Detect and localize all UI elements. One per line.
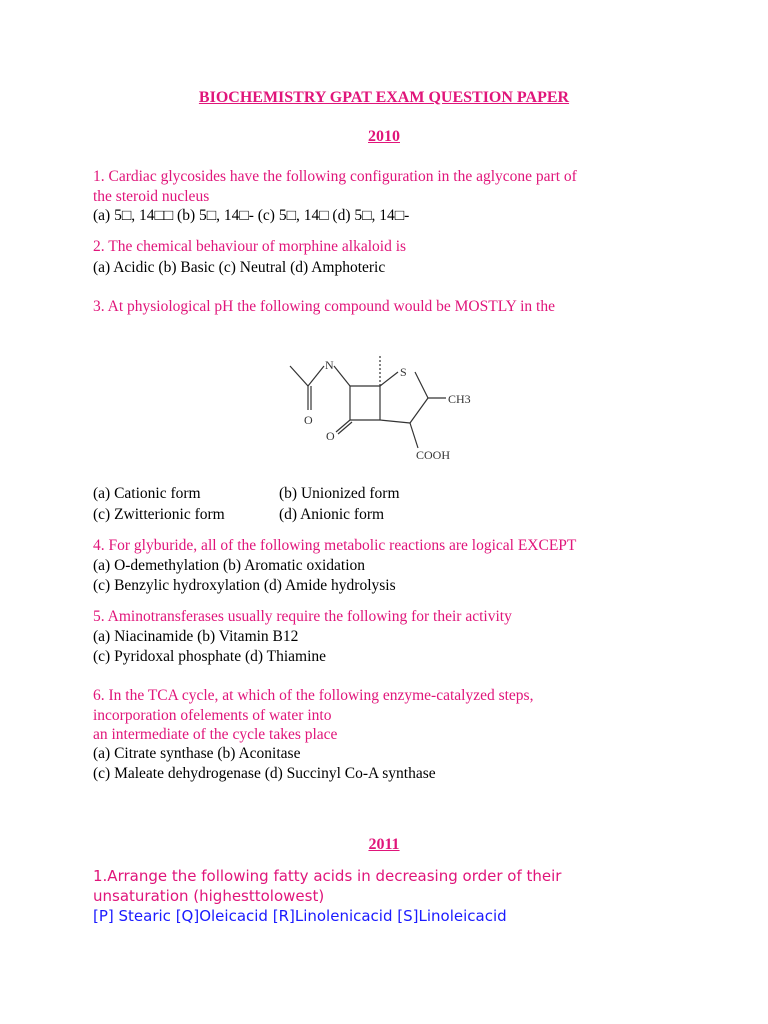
option-line: (a) Niacinamide (b) Vitamin B12	[93, 628, 299, 645]
option-line: (a) Citrate synthase (b) Aconitase	[93, 745, 301, 762]
question-text-line: the steroid nucleus	[93, 187, 210, 205]
question-4-2010: 4. For glyburide, all of the following metabolic reactions are logical EXCEPT	[93, 537, 577, 554]
option-line: (c) Benzylic hydroxylation (d) Amide hydrolysis	[93, 577, 396, 594]
option-line: (c) Pyridoxal phosphate (d) Thiamine	[93, 648, 327, 665]
question-5-options	[93, 627, 693, 667]
question-text-line: 1.Arrange the following fatty acids in decreasing order of their	[93, 867, 562, 885]
option-line: (a) O-demethylation (b) Aromatic oxidation	[93, 557, 366, 574]
question-text-line: unsaturation (highesttolowest)	[93, 887, 325, 905]
penicillin-structure-diagram	[270, 338, 490, 468]
question-3-2010: 3. At physiological pH the following compound would be MOSTLY in the	[93, 298, 555, 315]
question-3-option-a: (a) Cationic form	[93, 485, 201, 502]
structure-label-methyl: CH3	[448, 392, 471, 406]
structure-label-s: S	[400, 365, 407, 379]
question-3-option-d: (d) Anionic form	[279, 506, 385, 523]
question-3-option-b: (b) Unionized form	[279, 485, 400, 502]
question-2-2010: 2. The chemical behaviour of morphine alkaloid is	[93, 238, 407, 255]
question-1-2010	[93, 167, 693, 206]
question-text-line: 1. Cardiac glycosides have the following configuration in the aglycone part of	[93, 168, 577, 185]
question-2-options: (a) Acidic (b) Basic (c) Neutral (d) Amphoteric	[93, 259, 386, 276]
question-text-line: incorporation ofelements of water into	[93, 706, 332, 724]
question-text-line: 6. In the TCA cycle, at which of the following enzyme-catalyzed steps,	[93, 687, 534, 704]
question-text-line: an intermediate of the cycle takes place	[93, 726, 338, 743]
question-3-option-c: (c) Zwitterionic form	[93, 506, 225, 523]
structure-label-o: O	[304, 413, 313, 427]
question-6-options	[93, 744, 693, 784]
year-2011-heading: 2011	[368, 836, 400, 853]
structure-label-o: O	[326, 429, 335, 443]
question-1-2011-options: [P] Stearic [Q]Oleicacid [R]Linolenicacid [S]Linoleicacid	[93, 907, 507, 925]
question-5-2010: 5. Aminotransferases usually require the following for their activity	[93, 608, 512, 625]
structure-label-n: N	[325, 358, 334, 372]
structure-label-carboxyl: COOH	[416, 448, 451, 462]
question-4-options	[93, 556, 693, 596]
question-6-2010	[93, 686, 693, 745]
option-line: (c) Maleate dehydrogenase (d) Succinyl Co-A synthase	[93, 765, 436, 782]
year-2010-heading: 2010	[368, 128, 400, 145]
question-1-2011	[93, 866, 693, 906]
question-1-options: (a) 5□, 14□□ (b) 5□, 14□- (c) 5□, 14□ (d) 5□, 14□-	[93, 207, 410, 224]
paper-title: BIOCHEMISTRY GPAT EXAM QUESTION PAPER	[198, 89, 570, 106]
